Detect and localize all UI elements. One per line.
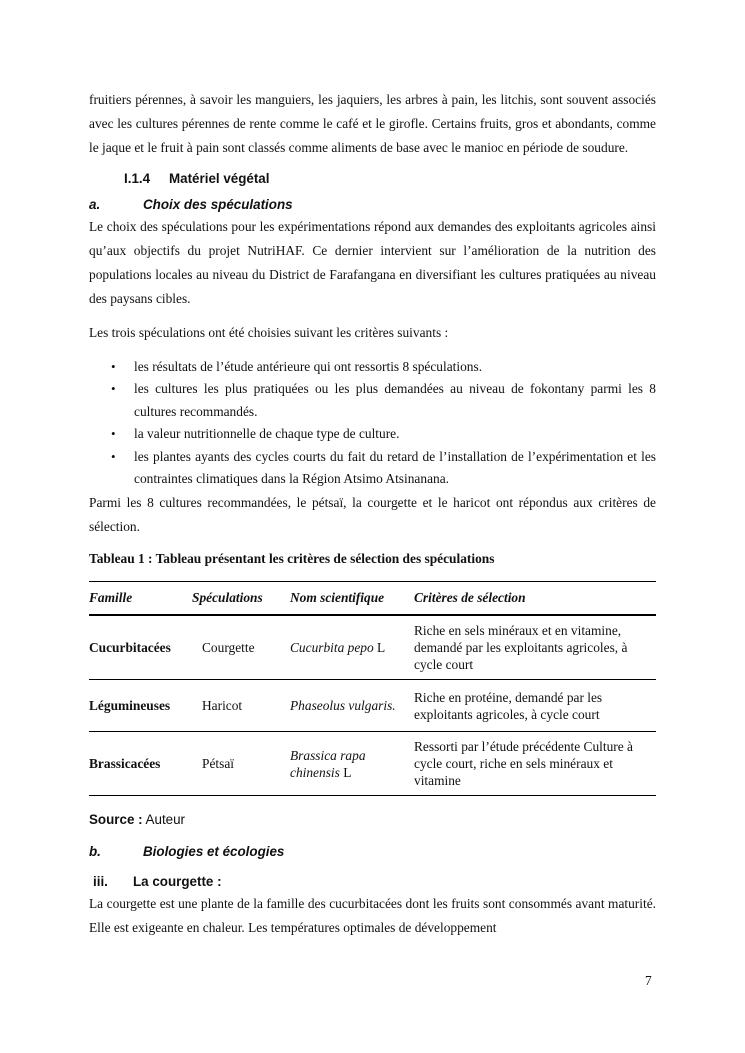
table-caption: Tableau 1 : Tableau présentant les critères de sélection des spéculations (89, 551, 495, 567)
subsection-a-heading (89, 195, 656, 215)
table-row (89, 680, 656, 732)
criteria-intro: Les trois spéculations ont été choisies suivant les critères suivants : (89, 325, 449, 341)
cell-criteres: Riche en sels minéraux et en vitamine, demandé par les exploitants agricoles, à cycle court (414, 615, 656, 680)
header-speculations: Spéculations (192, 582, 290, 616)
cell-famille: Brassicacées (89, 732, 192, 796)
page-number: 7 (645, 973, 652, 988)
list-item (89, 446, 656, 491)
bullet-icon: • (111, 381, 116, 397)
scientific-name: Cucurbita pepo (290, 640, 374, 656)
scientific-name: Brassica rapa chinensis (290, 747, 366, 780)
cell-speculation: Pétsaï (192, 732, 290, 796)
bullet-icon: • (111, 426, 116, 442)
scientific-name: Phaseolus vulgaris. (290, 698, 396, 714)
table-source (89, 810, 656, 830)
subsection-b-title: Biologies et écologies (143, 844, 285, 860)
cell-criteres: Riche en protéine, demandé par les exploitants agricoles, à cycle court (414, 680, 656, 732)
courgette-paragraph: La courgette est une plante de la famille des cucurbitacées dont les fruits sont consommés avant maturité. Elle est exigeante en chaleur. Les températures optimales de développement (89, 896, 656, 936)
section-number: I.1.4 (124, 170, 151, 186)
subsection-b-letter: b. (89, 844, 101, 860)
source-label: Source : (89, 812, 143, 828)
courgette-title: La courgette : (133, 874, 222, 890)
criteria-table (89, 581, 656, 796)
cell-nom-scientifique (290, 615, 414, 680)
scientific-name-suffix: L (339, 764, 352, 780)
subsection-b-heading (89, 842, 656, 862)
cell-speculation: Courgette (192, 615, 290, 680)
header-criteres: Critères de sélection (414, 582, 656, 616)
table-header-row (89, 582, 656, 616)
bullet-icon: • (111, 358, 116, 374)
criteria-list (89, 356, 656, 491)
section-heading (124, 169, 656, 189)
subsection-a-letter: a. (89, 196, 101, 212)
list-item-text: les résultats de l’étude antérieure qui ont ressortis 8 spéculations. (134, 358, 483, 374)
selection-paragraph: Parmi les 8 cultures recommandées, le pétsaï, la courgette et le haricot ont répondus aux critères de sélection. (89, 494, 656, 534)
table-row (89, 615, 656, 680)
list-item (89, 423, 656, 446)
cell-criteres: Ressorti par l’étude précédente Culture à cycle court, riche en sels minéraux et vitamine (414, 732, 656, 796)
list-item-text: la valeur nutritionnelle de chaque type de culture. (134, 426, 400, 442)
table-row (89, 732, 656, 796)
header-nom-scientifique: Nom scientifique (290, 582, 414, 616)
subsection-a-title: Choix des spéculations (143, 196, 293, 212)
list-item (89, 356, 656, 379)
cell-nom-scientifique (290, 680, 414, 732)
cell-nom-scientifique (290, 732, 414, 796)
section-title: Matériel végétal (169, 170, 270, 186)
cell-famille: Cucurbitacées (89, 615, 192, 680)
intro-paragraph: fruitiers pérennes, à savoir les manguiers, les jaquiers, les arbres à pain, les litchis, sont souvent associés avec les cultures pérennes de rente comme le café et le girofle. Certains fruits, gros et abondants, comme le jaque et le fruit à pain sont classés comme aliments de base avec le manioc en période de soudure. (89, 92, 656, 156)
list-item (89, 378, 656, 423)
courgette-heading (93, 872, 656, 892)
cell-famille: Légumineuses (89, 680, 192, 732)
courgette-numeral: iii. (93, 874, 108, 890)
choice-paragraph: Le choix des spéculations pour les expérimentations répond aux demandes des exploitants agricoles ainsi qu’aux objectifs du projet NutriHAF. Ce dernier intervient sur l’amélioration de la nutrition des populations locales au niveau du District de Farafangana en diversifiant les cultures pratiquées au niveau des paysans cibles. (89, 218, 656, 307)
bullet-icon: • (111, 448, 116, 464)
list-item-text: les plantes ayants des cycles courts du fait du retard de l’installation de l’expérimentation et les contraintes climatiques dans la Région Atsimo Atsinanana. (134, 448, 656, 487)
source-value: Auteur (142, 812, 186, 828)
cell-speculation: Haricot (192, 680, 290, 732)
scientific-name-suffix: L (373, 640, 386, 656)
document-page (89, 88, 656, 940)
header-famille: Famille (89, 582, 192, 616)
list-item-text: les cultures les plus pratiquées ou les plus demandées au niveau de fokontany parmi les 8 cultures recommandés. (134, 381, 656, 419)
